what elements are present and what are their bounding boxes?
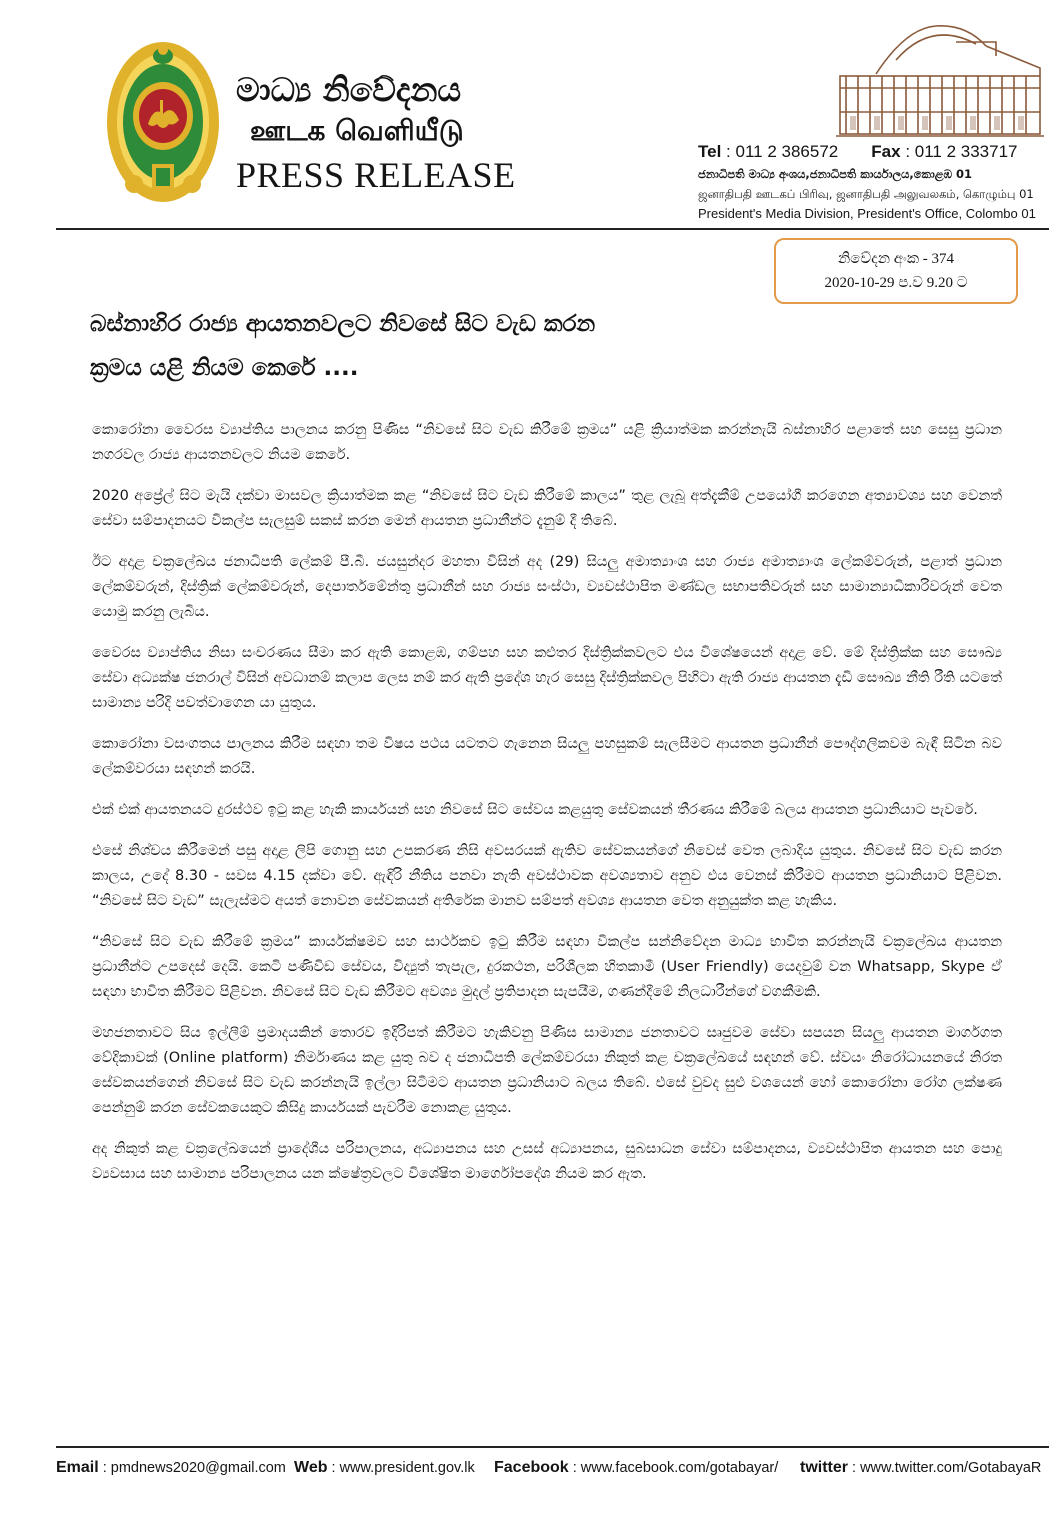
paragraph: මහජනතාවට සිය ඉල්ලීම් ප්‍රමාදයකින් තොරව ඉදිරිපත් කිරීමට හැකිවනු පිණිස සාමාන්‍ය ජනතාවට සෘජුවම සේවා සපයන සියලු ආයතන මාර්ගගත වේදිකාවක් (Online platform) නිර්මාණය කළ යුතු බව ද ජනාධිපති ලේකම්වරයා නිකුත් කළ චක්‍රලේඛයේ සඳහන් වේ. ස්වයං නිරෝධායනයේ නිරත සේවකයන්ගෙන් නිවසේ සිට වැඩ කරන්නැයි ඉල්ලා සිටීමට ආයතන ප්‍රධානියාට බලය තිබේ. එසේ වුවද සුළු වශයෙන් හෝ කොරෝනා රෝග ලක්ෂණ පෙන්නුම් කරන සේවකයෙකුට කිසිදු කාර්යයක් පැවරීම නොකළ යුතුය. <box>92 1025 1002 1116</box>
press-release-title <box>236 70 536 198</box>
web-link[interactable]: : www.president.gov.lk <box>331 1460 475 1476</box>
email-link[interactable]: : pmdnews2020@gmail.com <box>102 1460 286 1476</box>
address-sinhala: ජනාධිපති මාධ්‍ය අංශය,ජනාධිපති කාර්යාලය,කොළඹ 01 <box>698 167 973 181</box>
paragraph: ඊට අදාළ චක්‍රලේඛය ජනාධිපති ලේකම් පී.බී. ජයසුන්දර මහතා විසින් අද (29) සියලු අමාත්‍යාංශ සහ රාජ්‍ය අමාත්‍යාංශ ලේකම්වරුන්, පළාත් ප්‍රධාන ලේකම්වරුන්, දිස්ත්‍රික් ලේකම්වරුන්, දෙපාර්තමේන්තු ප්‍රධානීන් සහ රාජ්‍ය සංස්ථා, ව්‍යවස්ථාපිත මණ්ඩල සභාපතිවරුන් සහ සාමාන්‍යාධිකාරිවරුන් වෙත යොමු කරනු ලැබිය. <box>92 554 1002 620</box>
facebook-link[interactable]: : www.facebook.com/gotabayar/ <box>572 1460 779 1476</box>
paragraph: 2020 අප්‍රේල් සිට මැයි දක්වා මාසවල ක්‍රියාත්මක කළ “නිවසේ සිට වැඩ කිරීමේ කාලය” තුළ ලැබූ අත්දැකීම් උපයෝගී කරගෙන අත්‍යාවශ්‍ය සහ වෙනත් සේවා සම්පාදනයට විකල්ප සැලසුම් සකස් කරන මෙන් ආයතන ප්‍රධානීන්ට දැනුම් දී තිබේ. <box>92 488 1002 529</box>
twitter-link[interactable]: : www.twitter.com/GotabayaR <box>852 1460 1042 1476</box>
title-tamil: ஊடக வெளியீடு <box>250 114 464 147</box>
tel-label: Tel <box>698 142 722 161</box>
paragraph: එක් එක් ආයතනයට දුරස්ථව ඉටු කළ හැකි කාර්යයන් සහ නිවසේ සිට සේවය කළයුතු සේවකයන් තීරණය කිරීමේ බලය ආයතන ප්‍රධානියාට පැවරේ. <box>92 802 978 818</box>
email-label: Email <box>56 1459 99 1476</box>
release-datetime: 2020-10-29 ප.ව 9.20 ට <box>824 275 968 291</box>
paragraph: “නිවසේ සිට වැඩ කිරීමේ ක්‍රමය” කාර්යක්ෂමව සහ සාර්ථකව ඉටු කිරීම සඳහා විකල්ප සන්නිවේදන මාධ්‍ය භාවිත කරන්නැයි චක්‍රලේඛය ආයතන ප්‍රධානීන්ට උපදෙස් දෙයි. කෙටි පණිවිඩ සේවය, විද්‍යුත් තැපැල, දුරකථන, පරිශීලක හිතකාමී (User Friendly) යෙදවුම් වන Whatsapp, Skype ඒ සඳහා භාවිත කිරීමට පිළිවන. නිවසේ සිට වැඩ කිරීමට අවශ්‍ය මුදල් ප්‍රතිපාදන සැපයීම, ගණන්දීමේ නිලධාරීන්ගේ වගකීමකි. <box>92 934 1002 1000</box>
fax-label: Fax <box>871 142 901 161</box>
twitter-label: twitter <box>800 1459 848 1476</box>
footer-twitter <box>800 1459 1041 1477</box>
paragraph: එසේ නිශ්චය කිරීමෙන් පසු අදාළ ලිපි ගොනු සහ උපකරණ නිසි අවසරයක් ඇතිව සේවකයන්ගේ නිවෙස් වෙත ලබාදිය යුතුය. නිවසේ සිට වැඩ කරන කාලය, උදේ 8.30 - සවස 4.15 දක්වා වේ. ඇඳිරි නීතිය පනවා නැති අවස්ථාවක අවශ්‍යතාව අනුව එය වෙනස් කිරීමට ආයතන ප්‍රධානියාට පිළිවන. “නිවසේ සිට වැඩ” සැලැස්මට අයත් නොවන සේවකයන් අතිරේක මානව සම්පත් අවශ්‍ය ආයතන වෙත අනුයුක්ත කළ හැකිය. <box>92 843 1002 909</box>
header-divider <box>56 228 1049 230</box>
title-english: PRESS RELEASE <box>236 155 516 195</box>
paragraph: වෛරස ව්‍යාප්තිය නිසා සංචරණය සීමා කර ඇති කොළඹ, ගම්පහ සහ කළුතර දිස්ත්‍රික්කවලට එය විශේෂයෙන් අදාළ වේ. මේ දිස්ත්‍රික්ක සහ සෞඛ්‍ය සේවා අධ්‍යක්ෂ ජනරාල් විසින් අවධානම් කලාප ලෙස නම් කර ඇති ප්‍රදේශ හැර සෙසු දිස්ත්‍රික්කවල පිහිටා ඇති රාජ්‍ය ආයතන දැඩි සෞඛ්‍ය නීති රීති යටතේ සාමාන්‍ය පරිදි පවත්වාගෙන යා යුතුය. <box>92 645 1002 711</box>
footer-web <box>294 1459 475 1477</box>
footer-divider <box>56 1446 1049 1448</box>
fax-value: : 011 2 333717 <box>905 142 1018 161</box>
facebook-label: Facebook <box>494 1459 569 1476</box>
contact-details <box>698 140 1048 224</box>
state-emblem-icon <box>104 36 222 204</box>
body-text <box>92 418 1002 1203</box>
address-english: President's Media Division, President's Office, Colombo 01 <box>698 206 1036 221</box>
footer-facebook <box>494 1459 778 1477</box>
web-label: Web <box>294 1459 328 1476</box>
paragraph: අද නිකුත් කළ චක්‍රලේඛයෙන් ප්‍රාදේශීය පරිපාලනය, අධ්‍යාපනය සහ උසස් අධ්‍යාපනය, සුබසාධන සේවා සම්පාදනය, ව්‍යවස්ථාපිත ආයතන සහ පොදු ව්‍යවසාය සහ සාමාන්‍ය පරිපාලනය යන ක්ෂේත්‍රවලට විශේෂිත මාර්ගෝපදේශ නියම කර ඇත. <box>92 1141 1002 1182</box>
presidential-secretariat-building-icon <box>836 16 1044 138</box>
headline-line-2: ක්‍රමය යළි නියම කෙරේ .... <box>90 355 359 381</box>
footer-email <box>56 1459 286 1477</box>
tel-value: : 011 2 386572 <box>726 142 839 161</box>
paragraph: කොරෝනා වසංගතය පාලනය කිරීම සඳහා තම විෂය පථය යටතට ගැනෙන සියලු පහසුකම් සැලසීමට ආයතන ප්‍රධානීන් පෞද්ගලිකවම බැඳී සිටින බව ලේකම්වරයා සඳහන් කරයි. <box>92 736 1002 777</box>
phone-fax-line <box>698 140 1048 164</box>
address-tamil: ஜனாதிபதி ஊடகப் பிரிவு, ஜனாதிபதி அலுவலகம், கொழும்பு 01 <box>698 187 1034 201</box>
release-number: නිවේදන අංක - 374 <box>838 251 954 267</box>
headline-line-1: බස්නාහිර රාජ්‍ය ආයතනවලට නිවසේ සිට වැඩ කරන <box>90 311 596 337</box>
release-reference-box <box>774 238 1018 304</box>
paragraph: කොරෝනා වෛරස ව්‍යාප්තිය පාලනය කරනු පිණිස “නිවසේ සිට වැඩ කිරීමේ ක්‍රමය” යළි ක්‍රියාත්මක කරන්නැයි බස්නාහිර පළාතේ සහ සෙසු ප්‍රධාන නගරවල රාජ්‍ය ආයතනවලට නියම කෙරේ. <box>92 422 1002 463</box>
title-sinhala: මාධ්‍ය නිවේදනය <box>236 70 462 109</box>
headline <box>90 302 790 390</box>
